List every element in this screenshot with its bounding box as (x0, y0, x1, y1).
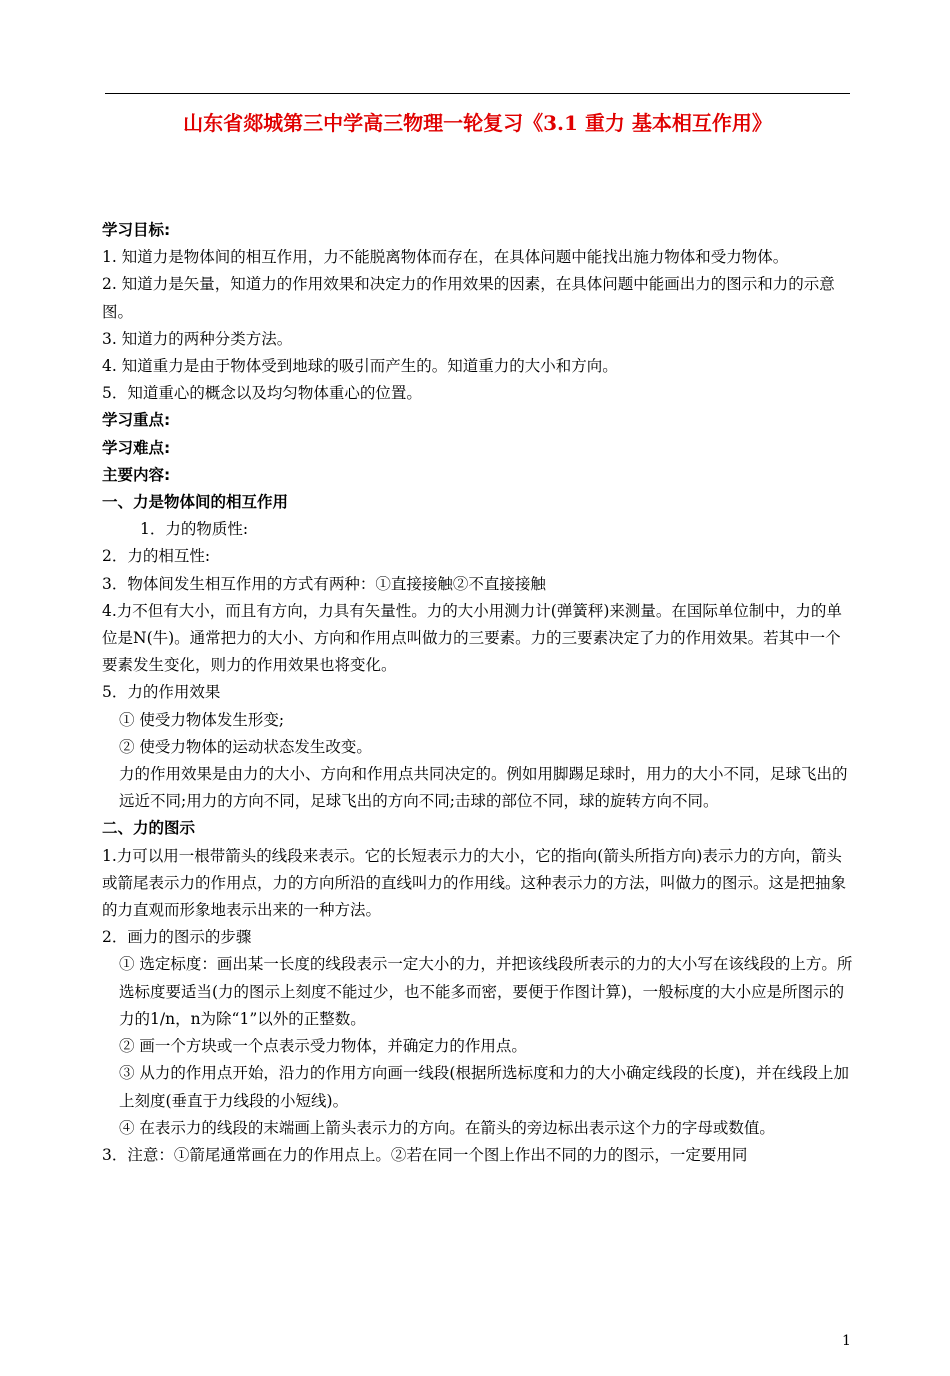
section-2-step-b: ② 画一个方块或一个点表示受力物体，并确定力的作用点。 (119, 1037, 527, 1056)
section-1-item-5: 5．力的作用效果 (102, 683, 221, 702)
document-title: 山东省郯城第三中学高三物理一轮复习《3.1 重力 基本相互作用》 (183, 111, 772, 135)
section-1-effect-a: ① 使受力物体发生形变; (119, 710, 285, 729)
objectives-heading: 学习目标: (102, 221, 171, 239)
page-number: 1 (842, 1333, 851, 1349)
section-2-step-d: ④ 在表示力的线段的末端画上箭头表示力的方向。在箭头的旁边标出表示这个力的字母或数值。 (119, 1118, 775, 1137)
section-1-item-3: 3．物体间发生相互作用的方式有两种：①直接接触②不直接接触 (102, 574, 546, 593)
section-1-item-4: 4.力不但有大小，而且有方向，力具有矢量性。力的大小用测力计(弹簧秤)来测量。在国际单位制中，力的单位是N(牛)。通常把力的大小、方向和作用点叫做力的三要素。力的三要素决定了力的作用效果。若其中一个要素发生变化，则力的作用效果也将变化。 (102, 601, 842, 675)
section-1-item-1: 1．力的物质性: (140, 520, 249, 539)
objective-3: 3. 知道力的两种分类方法。 (102, 329, 293, 348)
section-1-heading: 一、力是物体间的相互作用 (102, 493, 289, 512)
objective-1: 1. 知道力是物体间的相互作用，力不能脱离物体而存在，在具体问题中能找出施力物体和受力物体。 (102, 248, 789, 267)
objective-5: 5．知道重心的概念以及均匀物体重心的位置。 (102, 384, 422, 403)
objective-4: 4. 知道重力是由于物体受到地球的吸引而产生的。知道重力的大小和方向。 (102, 357, 618, 376)
section-2-item-2: 2．画力的图示的步骤 (102, 928, 252, 947)
document-body (102, 217, 854, 1169)
section-2-step-a: ① 选定标度：画出某一长度的线段表示一定大小的力，并把该线段所表示的力的大小写在该线段的上方。所选标度要适当(力的图示上刻度不能过少，也不能多而密，要便于作图计算)，一般标度的大小应是所图示的力的1/n，n为除“1”以外的正整数。 (119, 955, 853, 1028)
section-1-paragraph: 力的作用效果是由力的大小、方向和作用点共同决定的。例如用脚踢足球时，用力的大小不同，足球飞出的远近不同;用力的方向不同，足球飞出的方向不同;击球的部位不同，球的旋转方向不同。 (119, 765, 848, 811)
section-1-item-2: 2．力的相互性: (102, 547, 211, 566)
main-content-heading: 主要内容: (102, 465, 171, 484)
objective-2: 2. 知道力是矢量，知道力的作用效果和决定力的作用效果的因素，在具体问题中能画出力的图示和力的示意图。 (102, 275, 835, 321)
section-2-step-c: ③ 从力的作用点开始，沿力的作用方向画一线段(根据所选标度和力的大小确定线段的长度)，并在线段上加上刻度(垂直于力线段的小短线)。 (119, 1064, 850, 1110)
section-2-heading: 二、力的图示 (102, 819, 196, 838)
section-1-effect-b: ② 使受力物体的运动状态发生改变。 (119, 737, 372, 756)
difficulties-heading: 学习难点: (102, 438, 171, 457)
header-rule (105, 93, 850, 94)
section-2-item-3: 3．注意：①箭尾通常画在力的作用点上。②若在同一个图上作出不同的力的图示，一定要用同 (102, 1145, 748, 1164)
section-2-item-1: 1.力可以用一根带箭头的线段来表示。它的长短表示力的大小，它的指向(箭头所指方向)表示力的方向，箭头或箭尾表示力的作用点，力的方向所沿的直线叫力的作用线。这种表示力的方法，叫做力的图示。这是把抽象的力直观而形象地表示出来的一种方法。 (102, 846, 847, 920)
key-points-heading: 学习重点: (102, 411, 171, 430)
